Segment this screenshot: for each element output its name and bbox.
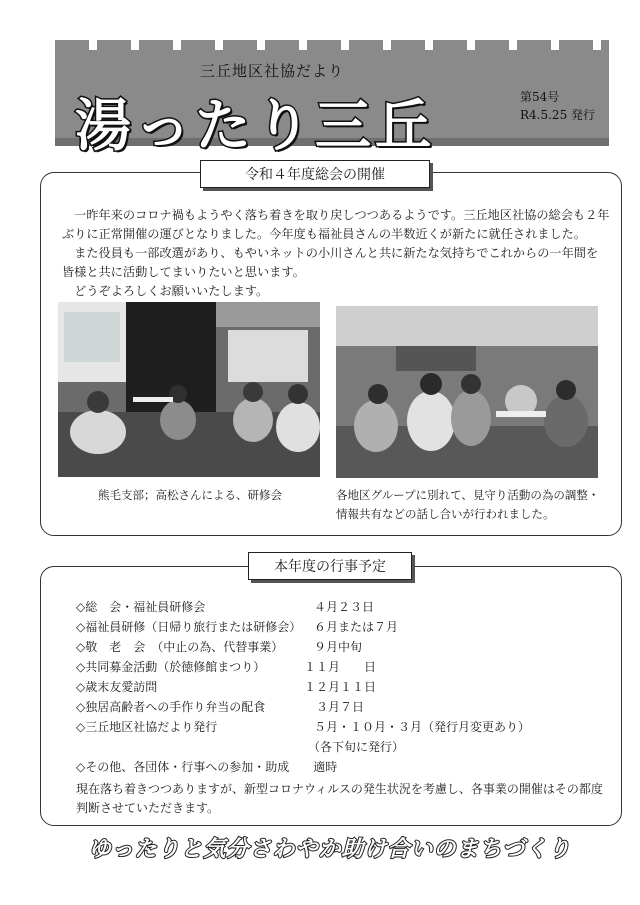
event-date: ９月中旬 bbox=[314, 640, 363, 654]
event-date: １２月１１日 bbox=[304, 680, 377, 694]
event-row bbox=[76, 698, 616, 718]
event-label: ◇福祉員研修（日帰り旅行または研修会） bbox=[76, 620, 302, 634]
event-row bbox=[76, 758, 616, 778]
meeting-photo-right bbox=[336, 306, 598, 478]
event-date: １１月 日 bbox=[304, 660, 377, 674]
intro-text bbox=[62, 206, 610, 301]
issue-info bbox=[520, 88, 595, 124]
meeting-photo-left bbox=[58, 302, 320, 477]
event-label: ◇敬 老 会 （中止の為、代替事業） bbox=[76, 640, 284, 654]
event-date: ５月・１０月・３月（発行月変更あり） bbox=[314, 720, 531, 734]
photo-left-caption: 熊毛支部；高松さんによる、研修会 bbox=[98, 488, 282, 502]
footer-slogan: ゆったりと気分さわやか助け合いのまちづくり bbox=[88, 837, 572, 862]
photo-left bbox=[58, 302, 320, 477]
banner-curtain-top bbox=[55, 40, 609, 50]
event-row bbox=[76, 658, 616, 678]
event-sub-note: （各下旬に発行） bbox=[308, 740, 405, 754]
photo-right-caption: 各地区グループに別れて、見守り活動の為の調整・情報共有などの話し合いが行われました。 bbox=[336, 488, 600, 521]
event-row bbox=[76, 738, 616, 758]
event-label: ◇独居高齢者への手作り弁当の配食 bbox=[76, 700, 266, 714]
event-date: ３月７日 bbox=[316, 700, 365, 714]
newsletter-title: 湯ったり三丘 bbox=[75, 94, 435, 159]
intro-paragraph: 一昨年来のコロナ禍もようやく落ち着きを取り戻しつつあるようです。三丘地区社協の総会も２年ぶりに正常開催の運びとなりました。今年度も福祉員さんの半数近くが新たに就任されました。 bbox=[62, 208, 610, 241]
intro-paragraph: また役員も一部改選があり、もやいネットの小川さんと共に新たな気持ちでこれからの一年間を皆様と共に活動してまいりたいと思います。 bbox=[62, 246, 599, 279]
event-row bbox=[76, 718, 616, 738]
event-date: ６月または７月 bbox=[314, 620, 399, 634]
event-label: ◇歳末友愛訪問 bbox=[76, 680, 158, 694]
event-schedule bbox=[76, 598, 616, 818]
issue-date: R4.5.25 発行 bbox=[520, 108, 596, 122]
event-label: ◇三丘地区社協だより発行 bbox=[76, 720, 218, 734]
section1-heading: 令和４年度総会の開催 bbox=[200, 160, 430, 188]
event-row bbox=[76, 678, 616, 698]
other-events: ◇その他、各団体・行事への参加・助成 適時 bbox=[76, 760, 338, 774]
schedule-note: 現在落ち着きつつありますが、新型コロナウィルスの発生状況を考慮し、各事業の開催はその都度判断させていただきます。 bbox=[76, 782, 603, 815]
event-row bbox=[76, 598, 616, 618]
event-label: ◇共同募金活動（於徳修館まつり） bbox=[76, 660, 266, 674]
photo-right bbox=[336, 306, 598, 478]
issue-number: 第54号 bbox=[520, 90, 560, 104]
event-row bbox=[76, 638, 616, 658]
newsletter-subtitle: 三丘地区社協だより bbox=[200, 62, 345, 80]
event-label: ◇総 会・福祉員研修会 bbox=[76, 600, 206, 614]
intro-paragraph: どうぞよろしくお願いいたします。 bbox=[62, 284, 269, 298]
event-date: ４月２３日 bbox=[314, 600, 375, 614]
section2-heading: 本年度の行事予定 bbox=[248, 552, 412, 580]
event-row bbox=[76, 618, 616, 638]
